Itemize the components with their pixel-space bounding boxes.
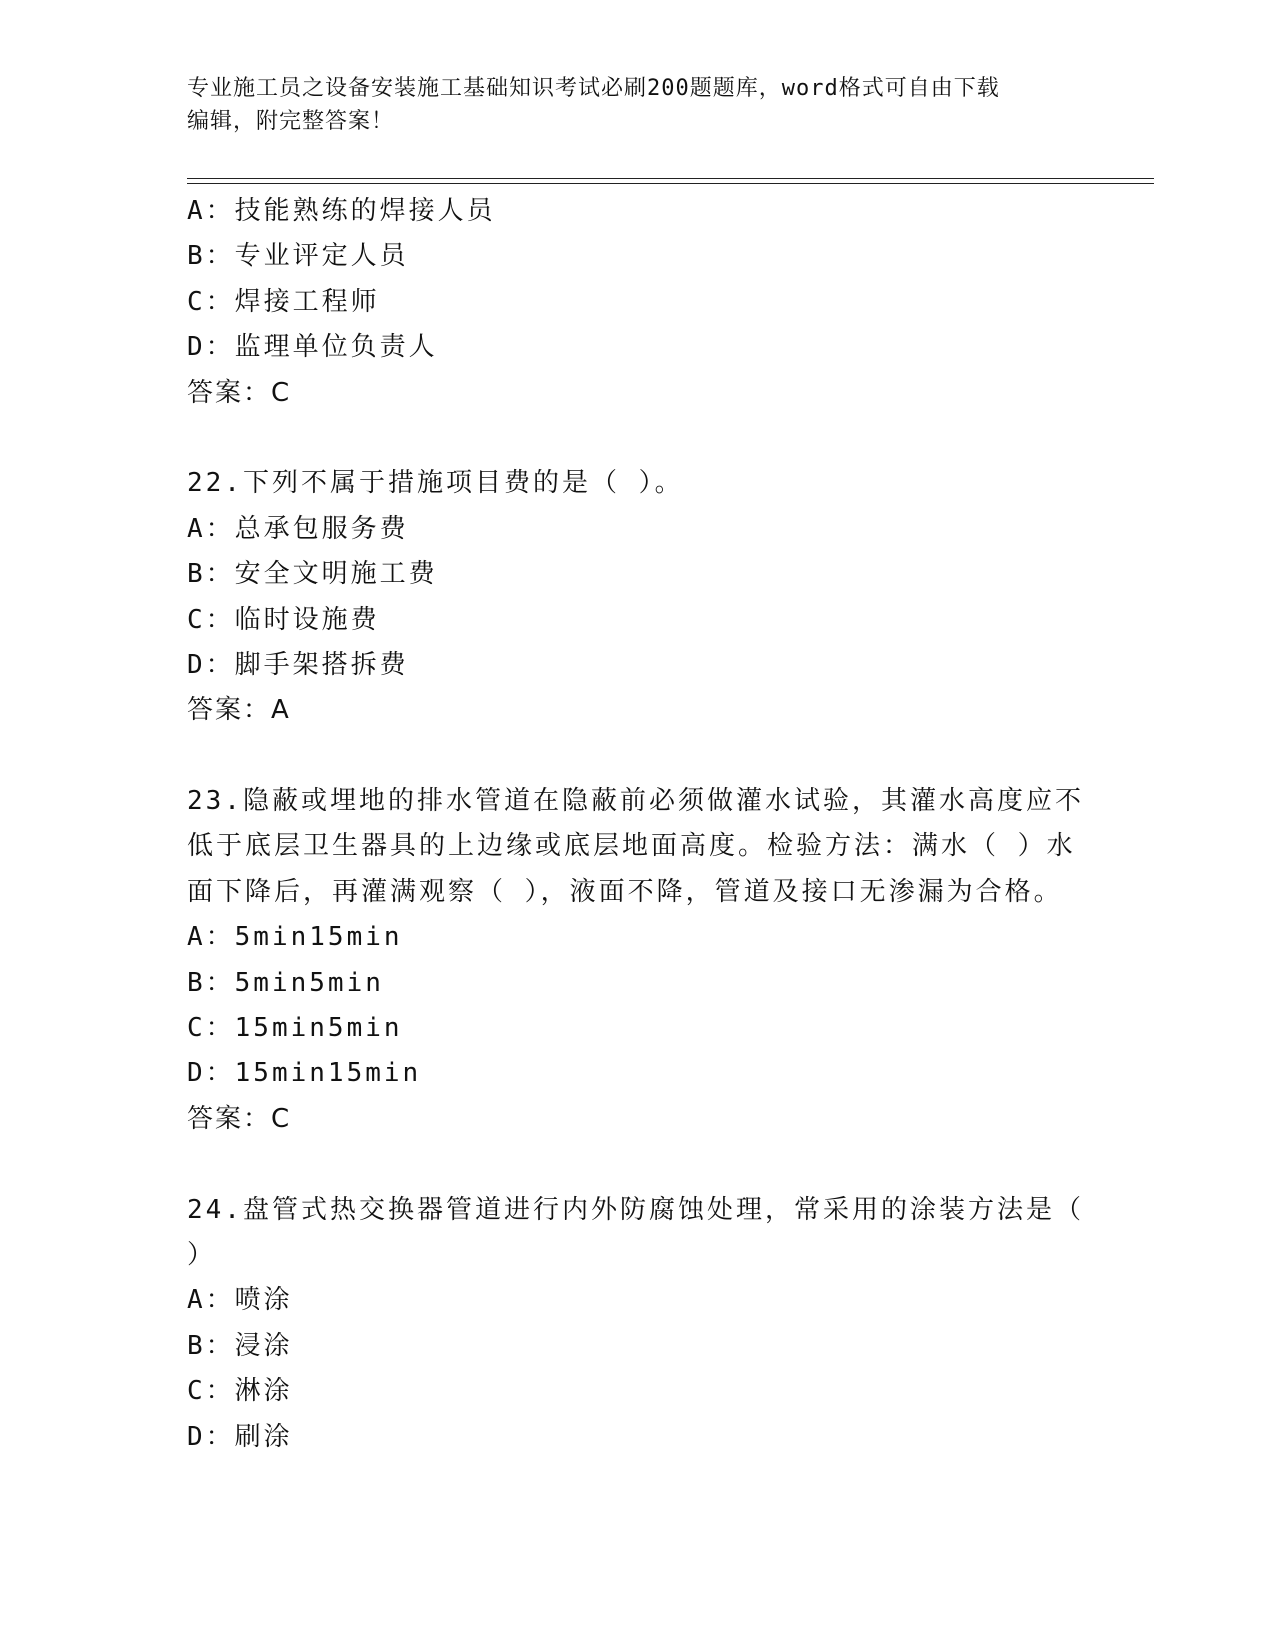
header-divider-bottom [187,183,1154,184]
question-21 [187,189,1087,416]
answer: 答案：C [187,1103,292,1134]
spacer [187,1142,1087,1187]
option-c: C：临时设施费 [187,604,380,635]
question-24 [187,1188,1087,1460]
spacer [187,734,1087,779]
option-b: B：浸涂 [187,1330,293,1361]
question-22 [187,461,1087,733]
question-text-line-1: 24.盘管式热交换器管道进行内外防腐蚀处理，常采用的涂装方法是（ [187,1194,1084,1225]
question-23 [187,779,1087,1142]
header-divider-top [187,178,1154,179]
header-line-1: 专业施工员之设备安装施工基础知识考试必刷200题题库，word格式可自由下载 [187,76,1000,101]
option-d: D：刷涂 [187,1421,293,1452]
option-d: D：监理单位负责人 [187,332,438,363]
option-c: C：15min5min [187,1013,403,1044]
option-d: D：脚手架搭拆费 [187,649,409,680]
document-header [187,72,1087,138]
question-text-line-2: 低于底层卫生器具的上边缘或底层地面高度。检验方法：满水（ ）水 [187,831,1076,862]
option-b: B：安全文明施工费 [187,559,438,590]
question-text-line-3: 面下降后，再灌满观察（ ），液面不降，管道及接口无渗漏为合格。 [187,876,1063,907]
answer: 答案：C [187,377,292,408]
spacer [187,416,1087,461]
header-line-2: 编辑，附完整答案！ [187,109,395,134]
question-text: 22.下列不属于措施项目费的是（ ）。 [187,468,684,499]
option-d: D：15min15min [187,1058,422,1089]
answer: 答案：A [187,695,291,726]
question-text-line-2: ） [187,1239,217,1270]
option-a: A：技能熟练的焊接人员 [187,196,496,226]
option-a: A：总承包服务费 [187,513,409,544]
option-b: B：专业评定人员 [187,241,409,272]
option-c: C：焊接工程师 [187,286,380,317]
option-a: A：5min15min [187,922,403,953]
question-text-line-1: 23.隐蔽或埋地的排水管道在隐蔽前必须做灌水试验，其灌水高度应不 [187,786,1084,817]
option-c: C：淋涂 [187,1376,293,1407]
option-b: B：5min5min [187,967,384,998]
question-list [187,189,1087,1460]
option-a: A：喷涂 [187,1285,293,1316]
